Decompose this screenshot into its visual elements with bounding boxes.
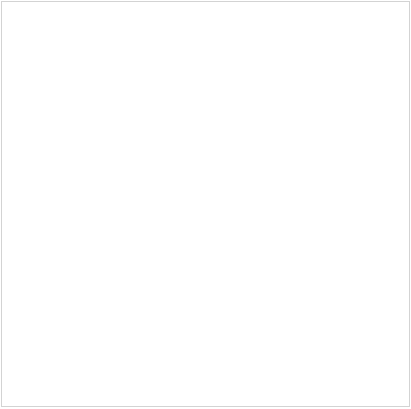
- abundance-table: [1, 1, 410, 407]
